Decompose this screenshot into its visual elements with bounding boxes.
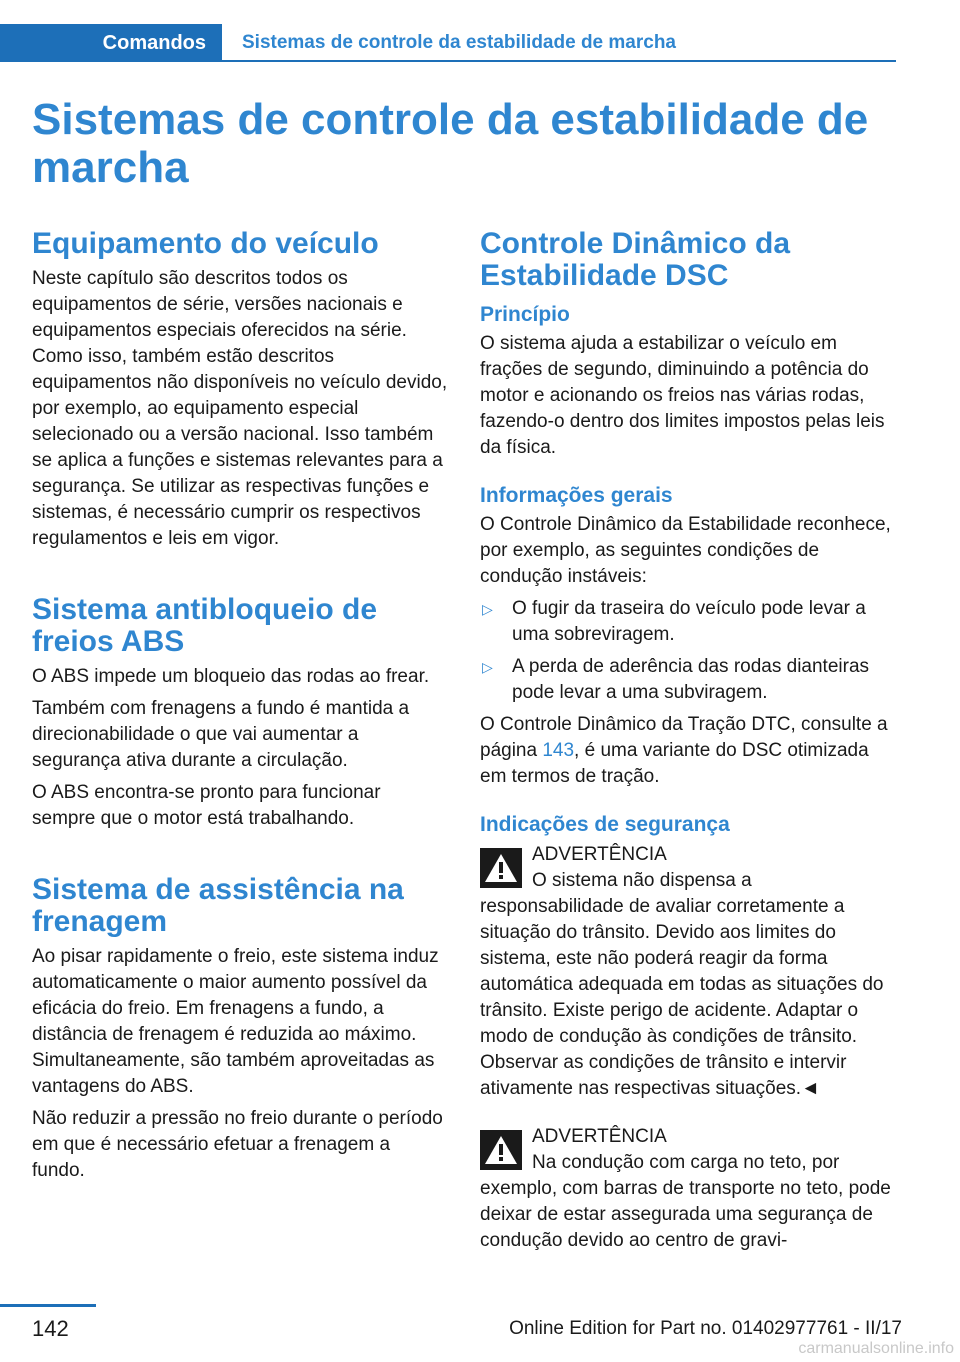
triangle-bullet-icon: ▷ [482,601,493,617]
chapter-tab: Sistemas de controle da estabilidade de marcha [242,32,676,53]
warning-block [480,1124,896,1254]
warning-triangle-icon [480,848,522,888]
abs-paragraph-3: O ABS encontra-se pronto para funcionar sempre que o motor está trabalhando. [32,782,381,829]
brake-assist-heading: Sistema de assistência na frenagem [32,873,404,938]
header-divider [222,60,896,62]
brake-assist-paragraph-1: Ao pisar rapidamente o freio, este sistema induz automaticamente o maior aumento possível da eficácia do freio. Em frenagens a fundo, a distância de frenagem é reduzida ao máximo. Simultaneamente, são também aproveitadas as vantagens do ABS. [32,946,439,1097]
watermark: carmanualsonline.info [798,1340,954,1357]
right-column [480,228,896,1264]
principle-text: O sistema ajuda a estabilizar o veículo em frações de segundo, diminuindo a potência do motor e acionando os freios nas várias rodas, fazendo-o dentro dos limites impostos pelas leis da física. [480,333,885,458]
warning-triangle-icon [480,1130,522,1170]
abs-paragraph-1: O ABS impede um bloqueio das rodas ao frear. [32,666,430,687]
list-item-text: A perda de aderência das rodas dianteiras pode levar a uma subviragem. [512,656,870,703]
abs-heading: Sistema antibloqueio de freios ABS [32,593,378,658]
edition-note: Online Edition for Part no. 01402977761 - II/17 [509,1318,902,1339]
general-info-heading: Informações gerais [480,484,673,507]
general-info-text: O Controle Dinâmico da Estabilidade reconhece, por exemplo, as seguintes condições de condução instáveis: [480,514,891,587]
header-bar [0,24,896,62]
principle-heading: Princípio [480,303,570,326]
list-item [480,596,896,648]
warning-text: Na condução com carga no teto, por exemplo, com barras de transporte no teto, pode deixar de estar assegurada uma segurança de condução devido ao centro de gravi- [480,1152,891,1251]
condition-list [480,596,896,706]
warning-label: ADVERTÊNCIA [532,1126,667,1147]
left-column [32,228,448,1190]
page-reference-link[interactable]: 143 [542,740,575,761]
equipment-heading: Equipamento do veículo [32,227,379,260]
page-number: 142 [32,1316,69,1341]
footer-divider [0,1304,96,1307]
section-tab: Comandos [0,24,222,62]
equipment-text: Neste capítulo são descritos todos os equipamentos de série, versões nacionais e equipamentos especiais oferecidos na série. Como isso, também estão descritos equipamentos não disponíveis no veículo devido, por exemplo, ao equipamento especial selecionado ou a versão nacional. Isso também se aplica a funções e sistemas relevantes para a segurança. Se utilizar as respectivas funções e sistemas, é necessário cumprir os respectivos regulamentos e leis em vigor. [32,268,448,549]
list-item [480,654,896,706]
warning-block [480,842,896,1102]
list-item-text: O fugir da traseira do veículo pode levar a uma sobreviragem. [512,598,866,645]
brake-assist-paragraph-2: Não reduzir a pressão no freio durante o período em que é necessário efetuar a frenagem a fundo. [32,1108,443,1181]
safety-heading: Indicações de segurança [480,813,730,836]
warning-label: ADVERTÊNCIA [532,844,667,865]
page-title: Sistemas de controle da estabilidade de marcha [32,95,869,192]
dsc-heading: Controle Dinâmico da Estabilidade DSC [480,227,791,292]
warning-text: O sistema não dispensa a responsabilidade de avaliar corretamente a situação do trânsito. Devido aos limites do sistema, este não poderá reagir da forma automática adequada em todas as situações do trânsito. Existe perigo de acidente. Adaptar o modo de condução às condições de trânsito. Observar as condições de trânsito e intervir ativamente nas respectivas situações.◄ [480,870,884,1099]
triangle-bullet-icon: ▷ [482,659,493,675]
abs-paragraph-2: Também com frenagens a fundo é mantida a direcionabilidade o que vai aumentar a segurança ativa durante a circulação. [32,698,410,771]
dtc-text: O Controle Dinâmico da Tração DTC, consulte a página 143, é uma variante do DSC otimizada em termos de tração. [480,714,888,787]
